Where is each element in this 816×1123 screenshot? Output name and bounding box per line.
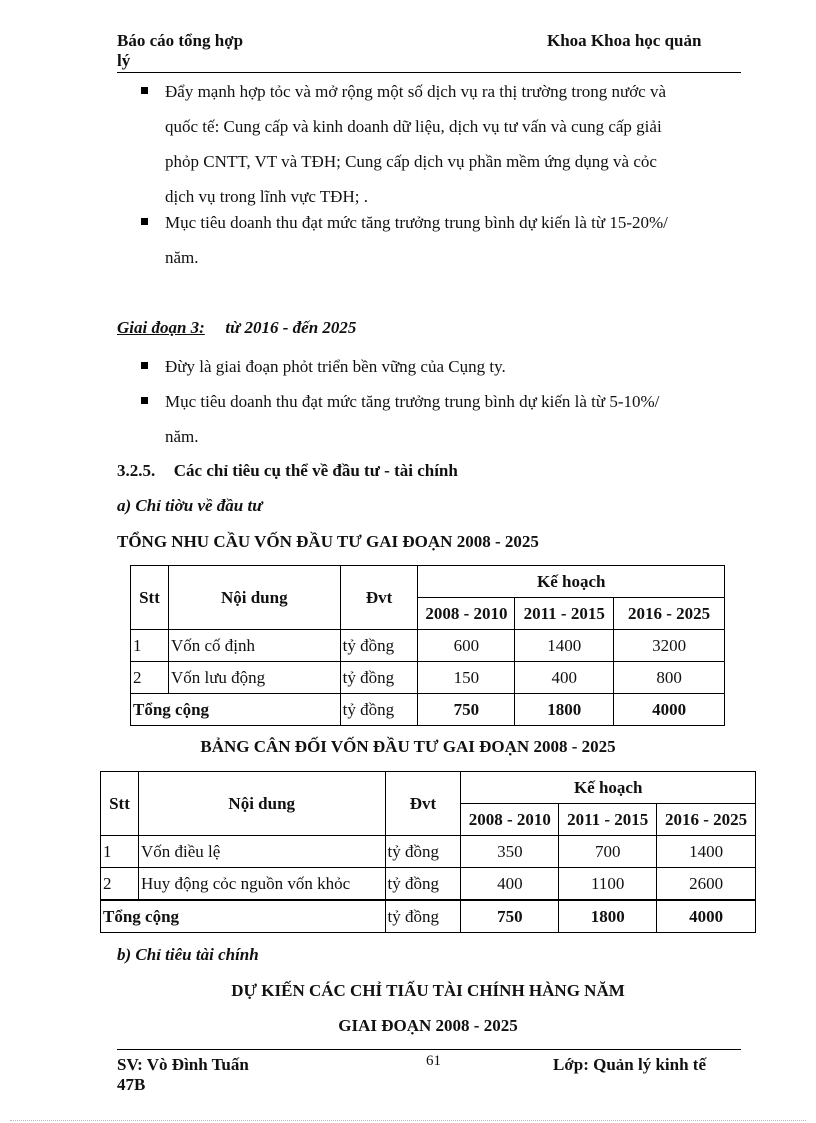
table2-header-p1: 2008 - 2010	[461, 804, 559, 836]
table1-header-stt: Stt	[131, 566, 169, 630]
bullet-item-1	[165, 74, 745, 214]
sub-heading-a: a) Chỉ tiờu về đầu tư	[117, 496, 263, 515]
table2-cell-v2: 1100	[559, 868, 657, 901]
section-title: Các chỉ tiêu cụ thể về đầu tư - tài chính	[173, 461, 458, 480]
footer-left	[117, 1055, 249, 1095]
header-rule	[117, 72, 741, 73]
stage3-bullet-1-line-1: Đừy là giai đoạn phỏt triển bền vững của Cụng ty.	[165, 357, 506, 376]
table1-header-p2: 2011 - 2015	[515, 598, 614, 630]
table2-total-v1: 750	[461, 900, 559, 933]
table2	[100, 771, 756, 933]
header-left-line2: lý	[117, 51, 131, 70]
table2-total-unit: tỷ đồng	[385, 900, 461, 933]
forecast-title-1: DỰ KIẾN CÁC CHỈ TIẤU TÀI CHÍNH HÀNG NĂM	[231, 981, 625, 1000]
table1	[130, 565, 725, 726]
table2-header-stt: Stt	[101, 772, 139, 836]
table1-cell-content: Vốn cố định	[168, 630, 340, 662]
table2-cell-stt: 1	[101, 836, 139, 868]
footer-left-line2: 47B	[117, 1075, 146, 1094]
footer-right: Lớp: Quản lý kinh tế	[553, 1055, 707, 1074]
table2-header-p3: 2016 - 2025	[657, 804, 756, 836]
table1-cell-v2: 400	[515, 662, 614, 694]
table2-cell-unit: tỷ đồng	[385, 868, 461, 901]
table2-header-p2: 2011 - 2015	[559, 804, 657, 836]
page-edge-divider	[10, 1120, 806, 1121]
table2-cell-v1: 400	[461, 868, 559, 901]
table1-cell-v2: 1400	[515, 630, 614, 662]
header-right: Khoa Khoa học quản	[547, 31, 702, 50]
footer-rule	[117, 1049, 741, 1050]
table1-total-v2: 1800	[515, 694, 614, 726]
bullet-marker	[141, 397, 148, 404]
table1-cell-content: Vốn lưu động	[168, 662, 340, 694]
table1-cell-v3: 800	[614, 662, 725, 694]
table-row	[131, 630, 725, 662]
bullet-marker	[141, 362, 148, 369]
table1-header-plan: Kế hoạch	[418, 566, 725, 598]
bullet-marker	[141, 218, 148, 225]
bullet-2-line-2: năm.	[165, 248, 199, 267]
table2-cell-v3: 1400	[657, 836, 756, 868]
bullet-1-line-4: dịch vụ trong lĩnh vực TĐH; .	[165, 187, 368, 206]
stage3-bullet-2	[165, 384, 745, 454]
stage3-bullet-2-line-2: năm.	[165, 427, 199, 446]
table1-cell-unit: tỷ đồng	[340, 630, 418, 662]
section-heading	[117, 461, 458, 481]
table1-total-v3: 4000	[614, 694, 725, 726]
table2-cell-v3: 2600	[657, 868, 756, 901]
table2-title: BẢNG CÂN ĐỐI VỐN ĐẦU TƯ GAI ĐOẠN 2008 - 2025	[200, 737, 616, 756]
table1-cell-stt: 2	[131, 662, 169, 694]
sub-heading-b: b) Chỉ tiêu tài chính	[117, 945, 259, 964]
bullet-1-line-3: phỏp CNTT, VT và TĐH; Cung cấp dịch vụ phần mềm ứng dụng và cỏc	[165, 152, 657, 171]
table1-cell-v1: 150	[418, 662, 515, 694]
page-number: 61	[426, 1053, 441, 1069]
table1-title: TỔNG NHU CẦU VỐN ĐẦU TƯ GAI ĐOẠN 2008 - 2025	[117, 532, 539, 551]
table2-cell-v1: 350	[461, 836, 559, 868]
table2-cell-content: Huy động cỏc nguồn vốn khỏc	[138, 868, 385, 901]
forecast-title-2: GIAI ĐOẠN 2008 - 2025	[338, 1016, 518, 1035]
table1-header-unit: Đvt	[340, 566, 418, 630]
bullet-1-line-1: Đẩy mạnh hợp tỏc và mở rộng một số dịch vụ ra thị trường trong nước và	[165, 82, 667, 101]
table-row	[101, 836, 756, 868]
table1-cell-stt: 1	[131, 630, 169, 662]
table1-header-content: Nội dung	[168, 566, 340, 630]
bullet-item-2	[165, 205, 745, 275]
table-row-total	[131, 694, 725, 726]
stage3-heading	[117, 318, 356, 338]
bullet-marker	[141, 87, 148, 94]
table1-header-p3: 2016 - 2025	[614, 598, 725, 630]
table-row	[131, 662, 725, 694]
table2-header-content: Nội dung	[138, 772, 385, 836]
header-left-line1: Báo cáo tổng hợp	[117, 31, 244, 50]
table1-total-v1: 750	[418, 694, 515, 726]
table1-cell-unit: tỷ đồng	[340, 662, 418, 694]
table2-total-v3: 4000	[657, 900, 756, 933]
stage3-label: Giai đoạn 3:	[117, 318, 205, 337]
table1-cell-v1: 600	[418, 630, 515, 662]
table1-total-unit: tỷ đồng	[340, 694, 418, 726]
section-number: 3.2.5.	[117, 461, 156, 480]
table2-total-v2: 1800	[559, 900, 657, 933]
table2-cell-stt: 2	[101, 868, 139, 901]
stage3-bullet-2-line-1: Mục tiêu doanh thu đạt mức tăng trưởng trung bình dự kiến là từ 5-10%/	[165, 392, 660, 411]
table-row	[101, 868, 756, 901]
table2-cell-v2: 700	[559, 836, 657, 868]
header-left	[117, 31, 243, 71]
table2-total-label: Tổng cộng	[101, 900, 386, 933]
table-row-total	[101, 900, 756, 933]
table2-header-unit: Đvt	[385, 772, 461, 836]
table1-total-label: Tổng cộng	[131, 694, 341, 726]
table1-cell-v3: 3200	[614, 630, 725, 662]
bullet-1-line-2: quốc tế: Cung cấp và kinh doanh dữ liệu, dịch vụ tư vấn và cung cấp giải	[165, 117, 662, 136]
bullet-2-line-1: Mục tiêu doanh thu đạt mức tăng trưởng trung bình dự kiến là từ 15-20%/	[165, 213, 668, 232]
stage3-range: từ 2016 - đến 2025	[225, 318, 357, 337]
table2-header-plan: Kế hoạch	[461, 772, 756, 804]
footer-left-line1: SV: Vò Đình Tuấn	[117, 1055, 249, 1074]
table2-cell-content: Vốn điều lệ	[138, 836, 385, 868]
table1-header-p1: 2008 - 2010	[418, 598, 515, 630]
table2-cell-unit: tỷ đồng	[385, 836, 461, 868]
stage3-bullet-1	[165, 349, 745, 384]
